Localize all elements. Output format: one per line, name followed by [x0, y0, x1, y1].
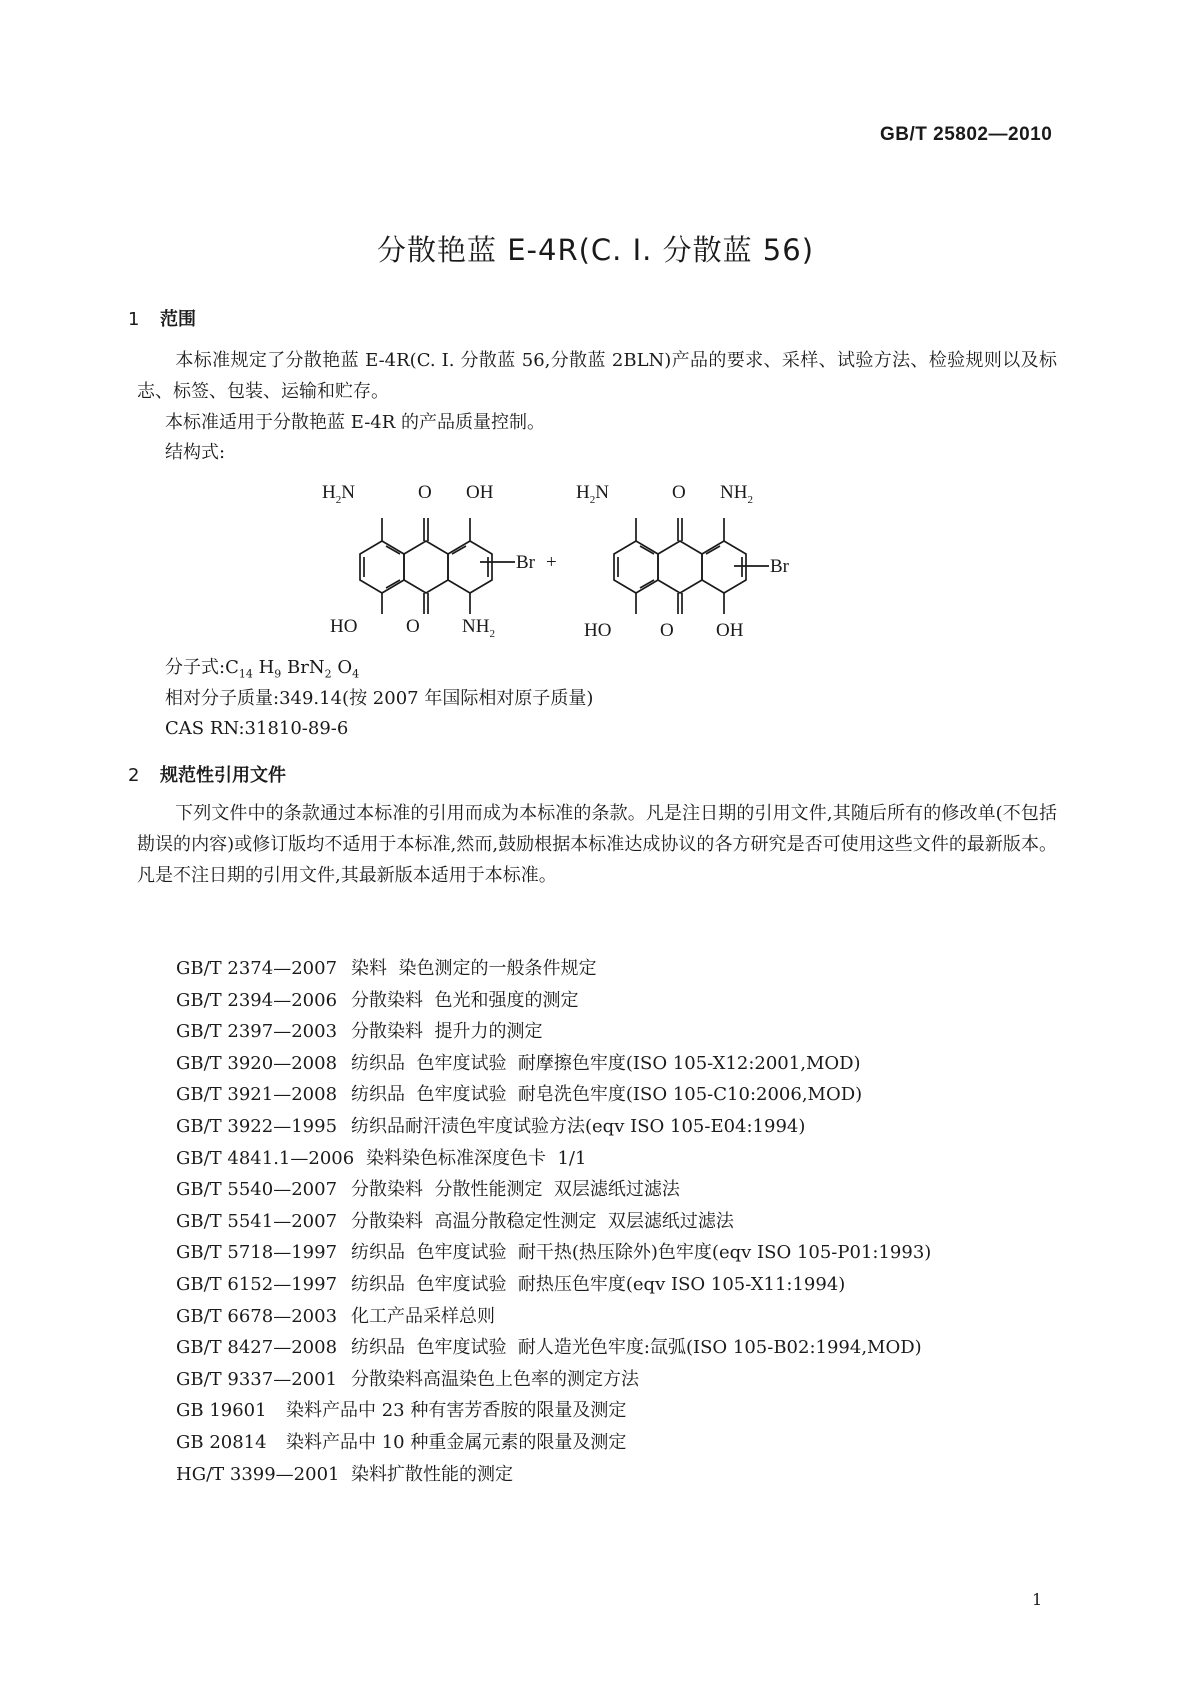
ref-title: 纺织品 色牢度试验 耐热压色牢度(eqv ISO 105-X11:1994) — [351, 1273, 846, 1295]
cas-number: CAS RN:31810-89-6 — [165, 718, 349, 739]
molecular-mass: 相对分子质量:349.14(按 2007 年国际相对原子质量) — [165, 688, 594, 709]
reference-item — [176, 1079, 931, 1111]
right-molecule — [576, 482, 790, 641]
right-o-bot: O — [660, 620, 674, 641]
reference-item — [176, 953, 931, 985]
ref-code: GB/T 5541—2007 — [176, 1210, 338, 1232]
left-molecule — [322, 482, 536, 640]
structure-label: 结构式: — [165, 442, 226, 463]
right-h2n: $H_2N$ — [576, 482, 609, 506]
ref-title: 化工产品采样总则 — [351, 1305, 495, 1327]
left-o-bot: O — [406, 616, 420, 637]
right-nh2: $NH_2$ — [720, 482, 753, 506]
plus-sign: + — [546, 552, 557, 573]
right-ring-b — [658, 541, 702, 593]
ref-title: 染料产品中 23 种有害芳香胺的限量及测定 — [286, 1400, 627, 1422]
ref-title: 分散染料 高温分散稳定性测定 双层滤纸过滤法 — [351, 1210, 734, 1232]
reference-item — [176, 1301, 931, 1333]
ref-code: HG/T 3399—2001 — [176, 1463, 340, 1485]
right-oh: OH — [716, 620, 744, 641]
reference-item — [176, 1269, 931, 1301]
left-oh-top: OH — [466, 482, 494, 503]
left-ring-b — [404, 541, 448, 593]
left-ring-a — [360, 541, 404, 593]
left-o-top: O — [418, 482, 432, 503]
document-title: 分散艳蓝 E-4R(C. I. 分散蓝 56) — [376, 233, 815, 267]
ref-title: 分散染料高温染色上色率的测定方法 — [351, 1368, 639, 1390]
reference-item — [176, 985, 931, 1017]
ref-title: 染料产品中 10 种重金属元素的限量及测定 — [286, 1431, 627, 1453]
left-ho: HO — [330, 616, 358, 637]
reference-item — [176, 1237, 931, 1269]
ref-code: GB/T 2397—2003 — [176, 1021, 338, 1043]
reference-item — [176, 1395, 931, 1427]
reference-item — [176, 1332, 931, 1364]
reference-item — [176, 1427, 931, 1459]
page-number: 1 — [1032, 1590, 1043, 1609]
reference-item — [176, 1111, 931, 1143]
reference-item — [176, 1174, 931, 1206]
ref-title: 染料染色标准深度色卡 1/1 — [366, 1147, 587, 1169]
ref-code: GB/T 4841.1—2006 — [176, 1147, 355, 1169]
ref-code: GB 20814 — [176, 1431, 267, 1453]
standard-number: GB/T 25802—2010 — [880, 124, 1053, 145]
ref-title: 分散染料 色光和强度的测定 — [351, 989, 579, 1011]
section-1-heading — [128, 305, 196, 331]
scope-text: 本标准规定了分散艳蓝 E-4R(C. I. 分散蓝 56,分散蓝 2BLN)产品的要求、采样、试验方法、检验规则以及标志、标签、包装、运输和贮存。 — [137, 350, 1057, 402]
ref-code: GB 19601 — [176, 1400, 267, 1422]
ref-code: GB/T 6678—2003 — [176, 1305, 338, 1327]
left-ring-c — [448, 541, 492, 593]
left-nh2: $NH_2$ — [462, 616, 495, 640]
right-ring-c — [702, 541, 746, 593]
section-1-title: 范围 — [160, 309, 196, 330]
ref-title: 分散染料 分散性能测定 双层滤纸过滤法 — [351, 1179, 680, 1201]
section-2-title: 规范性引用文件 — [160, 765, 286, 786]
ref-code: GB/T 2374—2007 — [176, 958, 338, 979]
reference-item — [176, 1048, 931, 1080]
ref-code: GB/T 3922—1995 — [176, 1115, 338, 1137]
reference-item — [176, 1459, 931, 1491]
section-1-number: 1 — [128, 309, 140, 330]
structure-diagram — [322, 482, 810, 690]
molecular-formula: 分子式$:C_{14}$ $H_9$ BrN$_2$ $O_4$ — [165, 657, 360, 681]
ref-title: 纺织品 色牢度试验 耐皂洗色牢度(ISO 105-C10:2006,MOD) — [351, 1084, 863, 1106]
structural-formula — [322, 482, 810, 694]
applicability-text: 本标准适用于分散艳蓝 E-4R 的产品质量控制。 — [165, 412, 546, 433]
normative-text: 下列文件中的条款通过本标准的引用而成为本标准的条款。凡是注日期的引用文件,其随后所有的修改单(不包括勘误的内容)或修订版均不适用于本标准,然而,鼓励根据本标准达成协议的各方研究是否可使用这些文件的最新版本。凡是不注日期的引用文件,其最新版本适用于本标准。 — [137, 803, 1057, 886]
section-2-paragraph — [137, 798, 1057, 891]
reference-item — [176, 1206, 931, 1238]
reference-list — [176, 953, 931, 1490]
ref-title: 纺织品 色牢度试验 耐摩擦色牢度(ISO 105-X12:2001,MOD) — [351, 1052, 861, 1074]
right-o-top: O — [672, 482, 686, 503]
left-h2n: $H_2N$ — [322, 482, 355, 506]
section-1-paragraph — [137, 345, 1057, 407]
ref-title: 纺织品 色牢度试验 耐人造光色牢度:氙弧(ISO 105-B02:1994,MOD) — [351, 1337, 922, 1359]
reference-item — [176, 1364, 931, 1396]
ref-code: GB/T 5540—2007 — [176, 1179, 338, 1201]
ref-code: GB/T 5718—1997 — [176, 1242, 338, 1264]
ref-code: GB/T 8427—2008 — [176, 1337, 338, 1359]
right-ho: HO — [584, 620, 612, 641]
ref-title: 分散染料 提升力的测定 — [351, 1021, 543, 1043]
section-2-number: 2 — [128, 765, 140, 786]
reference-item — [176, 1143, 931, 1175]
ref-title: 染料扩散性能的测定 — [351, 1463, 513, 1485]
ref-code: GB/T 3920—2008 — [176, 1052, 338, 1074]
ref-title: 纺织品耐汗渍色牢度试验方法(eqv ISO 105-E04:1994) — [351, 1115, 806, 1137]
ref-code: GB/T 6152—1997 — [176, 1273, 338, 1295]
left-br: Br — [516, 552, 535, 573]
section-2-heading — [128, 761, 286, 787]
ref-code: GB/T 9337—2001 — [176, 1368, 338, 1390]
right-br: Br — [770, 556, 789, 577]
ref-title: 染料 染色测定的一般条件规定 — [351, 958, 597, 979]
reference-item — [176, 1016, 931, 1048]
right-ring-a — [614, 541, 658, 593]
ref-title: 纺织品 色牢度试验 耐干热(热压除外)色牢度(eqv ISO 105-P01:1993) — [351, 1242, 932, 1264]
ref-code: GB/T 2394—2006 — [176, 989, 338, 1011]
ref-code: GB/T 3921—2008 — [176, 1084, 338, 1106]
